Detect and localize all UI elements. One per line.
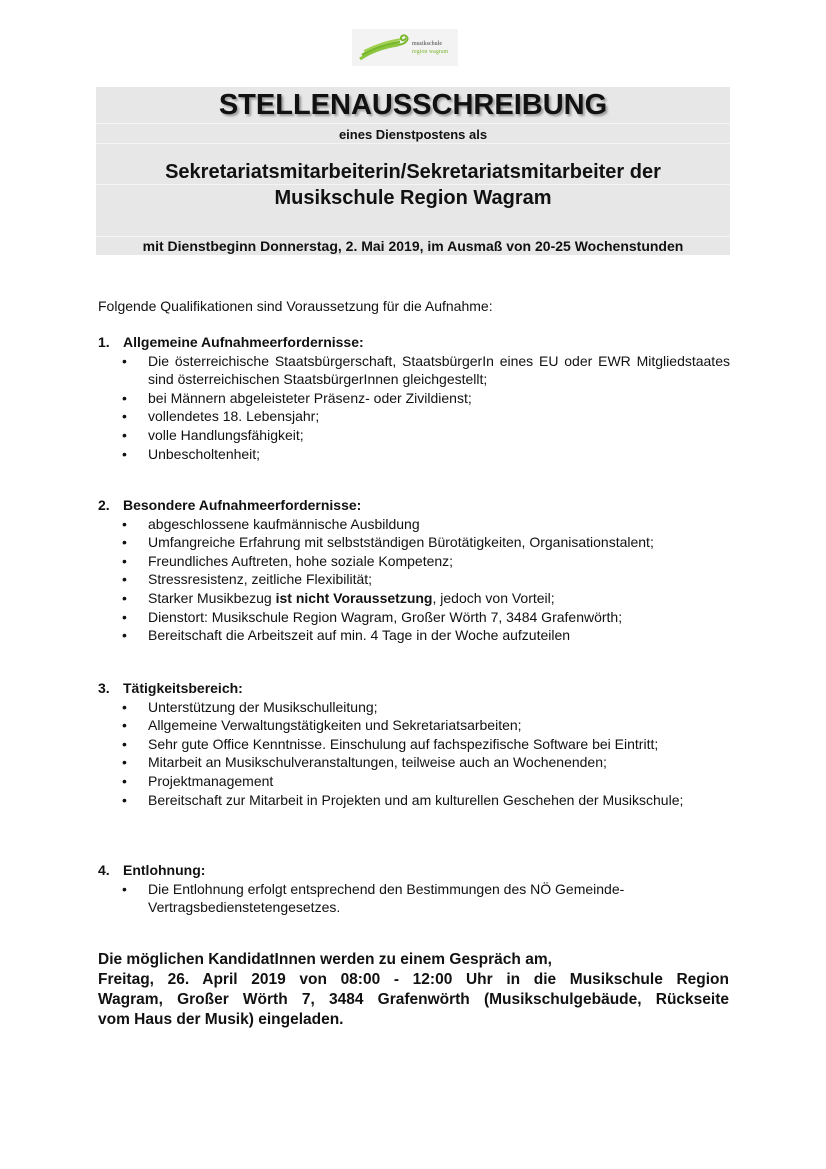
invitation-line: Freitag, 26. April 2019 von 08:00 - 12:00 Uhr in die Musikschule Region	[98, 971, 729, 988]
interview-invitation	[98, 950, 729, 1030]
list-item: • Die österreichische Staatsbürgerschaft, StaatsbürgerIn eines EU oder EWR Mitgliedstaates sind österreichischen StaatsbürgerInnen gleichgestellt;	[122, 352, 730, 388]
invitation-line: vom Haus der Musik) eingeladen.	[98, 1011, 344, 1028]
list-item: • abgeschlossene kaufmännische Ausbildung	[122, 515, 420, 532]
bullet-icon: •	[122, 735, 127, 752]
section-number: 2.	[98, 497, 110, 513]
list-item: • vollendetes 18. Lebensjahr;	[122, 408, 320, 425]
list-item: • Die Entlohnung erfolgt entsprechend den Bestimmungen des NÖ Gemeinde-Vertragsbedienstetengesetzes.	[122, 880, 625, 916]
list-item: • Freundliches Auftreten, hohe soziale Kompetenz;	[122, 552, 454, 569]
section-number: 4.	[98, 862, 110, 878]
position-title-line2: Musikschule Region Wagram	[274, 187, 552, 209]
divider	[96, 143, 730, 144]
list-item: • Unbescholtenheit;	[122, 445, 261, 462]
bullet-icon: •	[122, 717, 127, 734]
bullet-icon: •	[122, 552, 127, 569]
list-item: • bei Männern abgeleisteter Präsenz- oder Zivildienst;	[122, 389, 472, 406]
logo-text-region: region wagram	[412, 49, 449, 55]
list-item: • Unterstützung der Musikschulleitung;	[122, 698, 378, 715]
section-number: 3.	[98, 680, 110, 696]
bullet-icon: •	[122, 534, 127, 551]
musikschule-logo	[352, 29, 458, 66]
emphasis: ist nicht Voraussetzung	[275, 589, 433, 606]
bullet-icon: •	[122, 571, 127, 588]
list-item: • Mitarbeit an Musikschulveranstaltungen, teilweise auch an Wochenenden;	[122, 754, 607, 771]
bullet-icon: •	[122, 389, 127, 406]
list-item: • Bereitschaft die Arbeitszeit auf min. 4 Tage in der Woche aufzuteilen	[122, 627, 571, 644]
bullet-icon: •	[122, 627, 127, 644]
list-item: • Sehr gute Office Kenntnisse. Einschulung auf fachspezifische Software bei Eintritt;	[122, 735, 659, 752]
page-title: STELLENAUSSCHREIBUNG	[218, 89, 608, 121]
section-title: Entlohnung:	[123, 862, 206, 878]
list-item: • Dienstort: Musikschule Region Wagram, Großer Wörth 7, 3484 Grafenwörth;	[122, 608, 623, 625]
header-box	[96, 87, 730, 255]
section-responsibilities	[98, 679, 730, 809]
treble-swirl-icon	[358, 33, 414, 63]
list-item: • Stressresistenz, zeitliche Flexibilität;	[122, 571, 373, 588]
bullet-icon: •	[122, 589, 127, 606]
divider	[96, 236, 730, 237]
section-title: Besondere Aufnahmeerfordernisse:	[123, 497, 362, 513]
bullet-icon: •	[122, 698, 127, 715]
bullet-icon: •	[122, 754, 127, 771]
bullet-icon: •	[122, 515, 127, 532]
bullet-icon: •	[122, 352, 127, 369]
position-title-line1: Sekretariatsmitarbeiterin/Sekretariatsmitarbeiter der	[165, 161, 661, 183]
section-title: Allgemeine Aufnahmeerfordernisse:	[123, 334, 364, 350]
list-item: • Starker Musikbezug ist nicht Voraussetzung, jedoch von Vorteil;	[122, 589, 555, 606]
subtitle: eines Dienstpostens als	[338, 127, 488, 142]
list-item: • Projektmanagement	[122, 772, 274, 789]
section-number: 1.	[98, 334, 110, 350]
list-item: • Bereitschaft zur Mitarbeit in Projekten und am kulturellen Geschehen der Musikschule;	[122, 791, 684, 808]
section-general-requirements	[98, 333, 730, 463]
bullet-icon: •	[122, 445, 127, 462]
start-info: mit Dienstbeginn Donnerstag, 2. Mai 2019, im Ausmaß von 20-25 Wochenstunden	[142, 238, 684, 254]
section-salary	[98, 861, 730, 917]
bullet-icon: •	[122, 772, 127, 789]
intro-text: Folgende Qualifikationen sind Voraussetzung für die Aufnahme:	[98, 298, 493, 314]
list-item: • volle Handlungsfähigkeit;	[122, 426, 304, 443]
list-item: • Umfangreiche Erfahrung mit selbstständigen Bürotätigkeiten, Organisationstalent;	[122, 534, 654, 551]
bullet-icon: •	[122, 408, 127, 425]
section-title: Tätigkeitsbereich:	[123, 680, 243, 696]
logo-text-musikschule: musikschule	[412, 41, 442, 47]
divider	[96, 184, 730, 185]
bullet-icon: •	[122, 880, 127, 897]
divider	[96, 123, 730, 124]
bullet-icon: •	[122, 608, 127, 625]
bullet-icon: •	[122, 791, 127, 808]
list-item: • Allgemeine Verwaltungstätigkeiten und Sekretariatsarbeiten;	[122, 717, 522, 734]
invitation-line: Wagram, Großer Wörth 7, 3484 Grafenwörth (Musikschulgebäude, Rückseite	[98, 991, 729, 1008]
invitation-line: Die möglichen KandidatInnen werden zu einem Gespräch am,	[98, 951, 552, 968]
bullet-icon: •	[122, 426, 127, 443]
section-special-requirements	[98, 496, 730, 645]
